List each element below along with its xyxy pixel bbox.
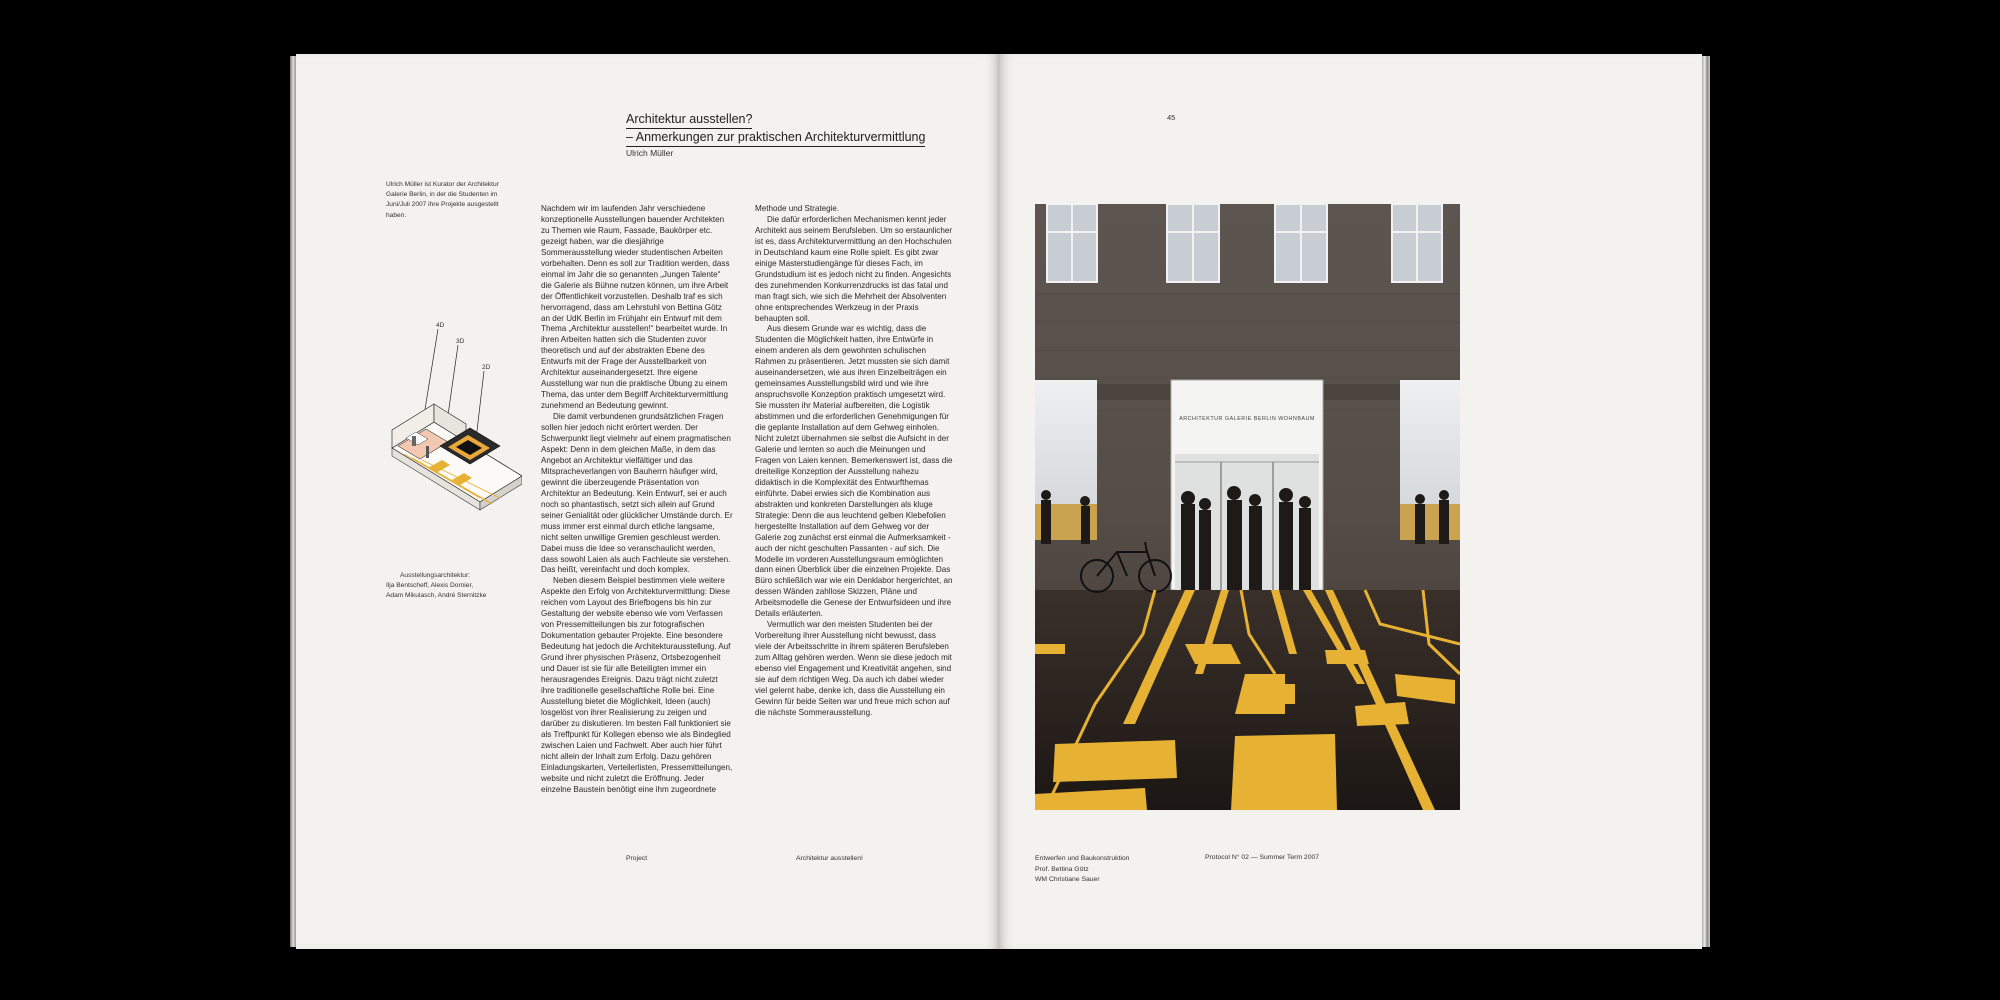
article-title: [626, 111, 925, 147]
footer-professor: Prof. Bettina Götz: [1035, 865, 1089, 873]
paragraph: Methode und Strategie.: [755, 204, 840, 213]
gallery-sign: ARCHITEKTUR GALERIE BERLIN WOHNBAUM: [1179, 416, 1315, 422]
label-4d: 4D: [436, 322, 445, 329]
caption-line-1: Ausstellungsarchitektur:: [400, 572, 471, 579]
author-name: Ulrich Müller: [626, 148, 674, 158]
footer-section: Project: [626, 855, 648, 862]
spine-gutter: [997, 54, 1000, 949]
paragraph: Nachdem wir im laufenden Jahr verschiedene konzeptionelle Ausstellungen bauender Architekten zu Themen wie Raum, Fassade, Baukörper etc. gezeigt haben, war die diesjährige Sommerausstellung wieder studentischen Arbeiten vorbehalten. Denn es soll zur Tradition werden, dass einmal im Jahr die so genannten „Jungen Talente“ die Galerie als Bühne nutzen können, um ihre Arbeit der Öffentlichkeit vorzustellen. Deshalb traf es sich hervorragend, dass am Lehrstuhl von Bettina Götz an der UdK Berlin im Frühjahr ein Entwurf mit dem Thema „Architektur ausstellen!“ bearbeitet wurde. In ihren Arbeiten hatten sich die Studenten zuvor theoretisch und auf der abstrakten Ebene des Entwurfs mit der Frage der Ausstellbarkeit von Architektur auseinandergesetzt. Ihre eigene Ausstellung war nun die praktische Übung zu einem Thema, das unter dem Begriff Architekturvermittlung zunehmend an Bedeutung gewinnt.: [541, 204, 730, 411]
footer-publication: Protocol N° 02 — Summer Term 2007: [1205, 854, 1320, 861]
label-2d: 2D: [482, 364, 491, 371]
text-column-2: [755, 204, 953, 719]
exhibition-axonometric-diagram: [382, 318, 522, 548]
footer-assistant: WM Christiane Sauer: [1035, 876, 1100, 883]
text-column-1: [541, 204, 733, 795]
title-line-2: – Anmerkungen zur praktischen Architekturvermittlung: [626, 129, 925, 147]
footer-credits: [1035, 854, 1129, 886]
image-caption: [386, 571, 516, 602]
left-page: [296, 54, 999, 949]
caption-line-2: Ilja Bentscheff, Alexis Dornier,: [386, 582, 474, 590]
right-page: [999, 54, 1702, 949]
paragraph: Die dafür erforderlichen Mechanismen kennt jeder Architekt aus seinem Berufsleben. Um so erstaunlicher ist es, dass Architekturvermittlung an den Hochschulen in Deutschland kaum eine Rolle spielt. Es gibt zwar einige Masterstudiengänge für dieses Fach, im Grundstudium ist es jedoch nicht zu finden. Angesichts des zunehmenden Konkurrenzdrucks ist das fatal und man fragt sich, wie sich die Mehrheit der Absolventen ohne entsprechendes Werkzeug in der Praxis behaupten soll.: [755, 214, 953, 323]
magazine-spread: [296, 54, 1702, 949]
author-note: Ulrich Müller ist Kurator der Architektur Galerie Berlin, in der die Studenten im Juni/Juli 2007 ihre Projekte ausgestellt haben.: [386, 181, 499, 219]
paragraph: Die damit verbundenen grundsätzlichen Fragen sollen hier jedoch nicht erörtert werden. Der Schwerpunkt liegt vielmehr auf einem pragmatischen Aspekt: Denn in dem gleichen Maße, in dem das Angebot an Architektur vielfältiger und das Mitspracheverlangen von Bauherrn häufiger wird, gewinnt die überzeugende Präsentation von Architektur an Bedeutung. Kein Entwurf, sei er auch noch so phantastisch, setzt sich allein auf Grund seiner Genialität oder glücklicher Umstände durch. Er muss immer erst einmal durch etliche langsame, nicht selten unwillige Gremien geschleust werden. Dabei muss die Idee so veranschaulicht werden, dass sowohl Laien als auch Fachleute sie verstehen. Das heißt, vereinfacht und doch komplex.: [541, 412, 733, 575]
title-line-1: Architektur ausstellen?: [626, 111, 752, 129]
paragraph: Neben diesem Beispiel bestimmen viele weitere Aspekte den Erfolg von Architekturvermittlung: Diese reichen vom Layout des Briefbogens bis hin zur Gestaltung der website ebenso wie vom Verfassen von Pressemitteilungen bis zur fotografischen Dokumentation gebauter Projekte. Eine besondere Bedeutung hat jedoch die Architekturausstellung. Auf Grund ihrer physischen Präsenz, Ortsbezogenheit und Dauer ist sie für alle Beteiligten immer ein herausragendes Ereignis. Dazu trägt nicht zuletzt ihre traditionelle gesellschaftliche Rolle bei. Eine Ausstellung bietet die Möglichkeit, Ideen (auch) losgelöst von ihrer Realisierung zu zeigen und darüber zu diskutieren. Im besten Fall funktioniert sie als Treffpunkt für Kollegen ebenso wie als Bindeglied zwischen Laien und Fachwelt. Aber auch hier führt nicht allein der Inhalt zum Erfolg. Dazu gehören Einladungskarten, Verteilerlisten, Pressemitteilungen, website und nicht zuletzt die Eröffnung. Jeder einzelne Baustein benötigt eine ihm zugeordnete: [541, 576, 733, 794]
page-number: 45: [1167, 113, 1176, 122]
paragraph: Aus diesem Grunde war es wichtig, dass die Studenten die Möglichkeit hatten, ihre Entwürfe in einem anderen als dem gewohnten schulischen Rahmen zu präsentieren. Jetzt mussten sie sich damit auseinandersetzen, wie aus ihren Einzelbeiträgen ein gemeinsames Ausstellungsbild wird und wie ihre anspruchsvolle Konzeption praktisch umgesetzt wird. Sie mussten ihr Material aufbereiten, die Logistik abstimmen und die erforderlichen Genehmigungen für die geplante Installation auf dem Gehweg einholen. Nicht zuletzt übernahmen sie selbst die Aufsicht in der Galerie und lernten so auch die Meinungen und Fragen von Laien kennen. Bemerkenswert ist, dass die dreiteilige Konzeption der Ausstellung nahezu didaktisch in die Komplexität des Entwurfthemas einführte. Dabei erwies sich die Kombination aus abstrakten und konkreten Darstellungen als kluge Strategie: Denn die aus leuchtend gelben Klebefolien hergestellte Installation auf dem Gehweg vor der Galerie zog zunächst erst einmal die Aufmerksamkeit - auch der nicht geschulten Passanten - auf sich. Die Modelle im vorderen Ausstellungsraum ermöglichten dann einen Überblick über die einzelnen Projekte. Das Büro schließlich war wie ein Denklabor hergerichtet, an dessen Wänden zahllose Skizzen, Pläne und Arbeitsmodelle die Genese der Entwurfsideen und ihre Details erläuterten.: [755, 324, 953, 619]
caption-line-3: Adam Mikulasch, André Sternitzke: [386, 592, 487, 600]
page-edge-right: [1702, 56, 1710, 947]
footer-article: Architektur ausstellen!: [796, 855, 863, 862]
label-3d: 3D: [456, 338, 465, 345]
footer-course: Entwerfen und Baukonstruktion: [1035, 855, 1130, 862]
paragraph: Vermutlich war den meisten Studenten bei der Vorbereitung ihrer Ausstellung nicht bewusst, dass viele der Arbeitsschritte in ihrem späteren Berufsleben zum Alltag gehören werden. Wenn sie diese jedoch mit ebenso viel Engagement und Kreativität angehen, sind sie auf dem richtigen Weg. Da auch ich dabei wieder viel gelernt habe, denke ich, dass die Ausstellung ein Gewinn für beide Seiten war und freue mich schon auf die nächste Sommerausstellung.: [755, 620, 952, 717]
gallery-photo: [1035, 204, 1460, 810]
